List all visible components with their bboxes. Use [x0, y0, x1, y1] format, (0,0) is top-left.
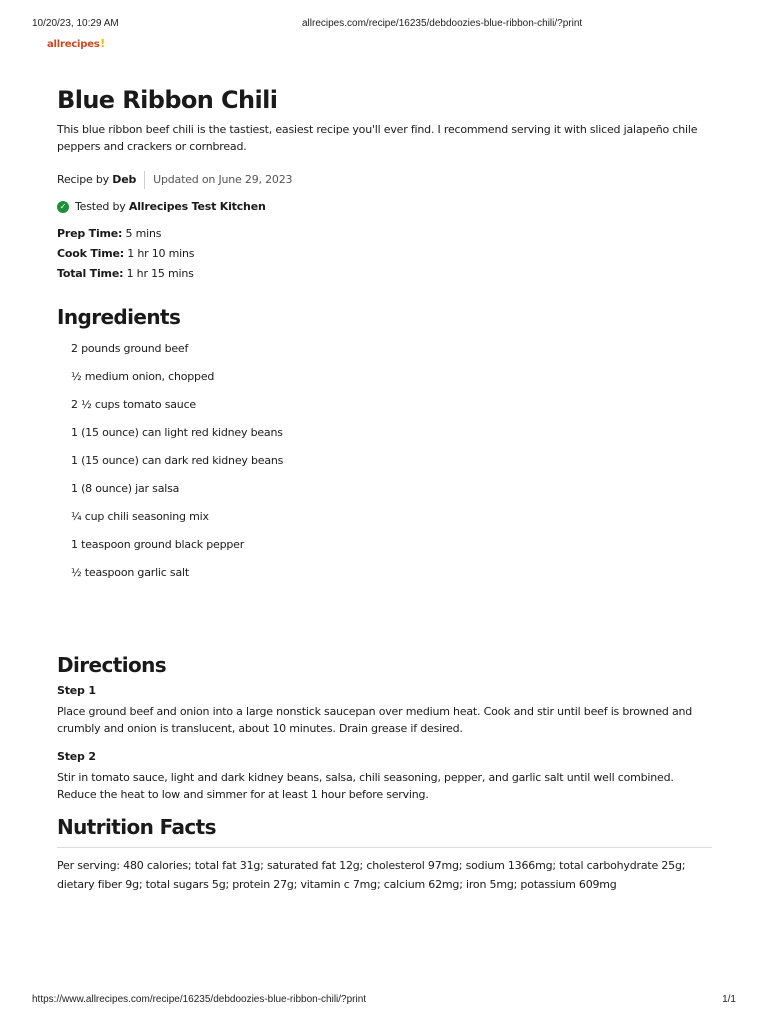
- directions-heading: Directions: [57, 653, 167, 677]
- step-text: Stir in tomato sauce, light and dark kidney beans, salsa, chili seasoning, pepper, and garlic salt until well combined. Reduce the heat to low and simmer for at least 1 hour before serving.: [57, 771, 674, 801]
- ingredient-item: 2 ½ cups tomato sauce: [71, 398, 196, 411]
- verified-check-icon: ✓: [57, 201, 69, 213]
- updated-date: Updated on June 29, 2023: [153, 173, 293, 186]
- step-text: Place ground beef and onion into a large nonstick saucepan over medium heat. Cook and stir until beef is browned and crumbly and onion is translucent, about 10 minutes. Drain grease if desired.: [57, 705, 693, 735]
- author-link[interactable]: Deb: [112, 173, 137, 186]
- total-time-label: Total Time:: [57, 267, 124, 280]
- nutrition-summary: Per serving: 480 calories; total fat 31g; saturated fat 12g; cholesterol 97mg; sodium 1366mg; total carbohydrate 25g; dietary fiber 9g; total sugars 5g; protein 27g; vitamin c 7mg; calcium 62mg; iron 5mg; potassium 609mg: [57, 859, 686, 891]
- nutrition-divider: [57, 847, 712, 848]
- recipe-description: This blue ribbon beef chili is the tastiest, easiest recipe you'll ever find. I recommend serving it with sliced jalapeño chile peppers and crackers or cornbread.: [57, 123, 698, 153]
- ingredient-item: 1 (15 ounce) can light red kidney beans: [71, 426, 283, 439]
- cook-time-value: 1 hr 10 mins: [127, 247, 195, 260]
- page-number: 1/1: [722, 994, 736, 1005]
- step-label: Step 2: [57, 750, 96, 763]
- ingredient-item: ½ teaspoon garlic salt: [71, 566, 189, 579]
- byline: [57, 171, 712, 189]
- ingredient-item: ¼ cup chili seasoning mix: [71, 510, 209, 523]
- prep-time-value: 5 mins: [125, 227, 162, 240]
- footer-url: https://www.allrecipes.com/recipe/16235/debdoozies-blue-ribbon-chili/?print: [32, 994, 367, 1005]
- print-datetime: 10/20/23, 10:29 AM: [32, 18, 119, 29]
- nutrition-heading: Nutrition Facts: [57, 815, 216, 839]
- step-label: Step 1: [57, 684, 96, 697]
- recipe-times: [57, 224, 712, 284]
- cook-time: [57, 244, 712, 264]
- recipe-content: [57, 84, 712, 891]
- recipe-title: Blue Ribbon Chili: [57, 86, 278, 114]
- byline-prefix: Recipe by: [57, 173, 109, 186]
- ingredient-item: 1 (15 ounce) can dark red kidney beans: [71, 454, 284, 467]
- ingredient-item: 2 pounds ground beef: [71, 342, 189, 355]
- print-url: allrecipes.com/recipe/16235/debdoozies-blue-ribbon-chili/?print: [302, 18, 583, 29]
- prep-time: [57, 224, 712, 244]
- tested-by: [57, 200, 712, 213]
- step: [57, 750, 712, 803]
- logo-text: allrecipes: [47, 39, 100, 50]
- byline-divider: [144, 171, 145, 189]
- total-time-value: 1 hr 15 mins: [126, 267, 194, 280]
- directions-steps: [57, 684, 712, 803]
- step: [57, 684, 712, 737]
- cook-time-label: Cook Time:: [57, 247, 124, 260]
- ingredients-heading: Ingredients: [57, 305, 181, 329]
- ingredient-item: 1 teaspoon ground black pepper: [71, 538, 245, 551]
- ingredients-list: [57, 342, 712, 594]
- print-footer: [32, 994, 736, 1005]
- tested-by-name: Allrecipes Test Kitchen: [128, 200, 266, 213]
- ingredient-item: ½ medium onion, chopped: [71, 370, 215, 383]
- spoon-icon: ǃ: [100, 37, 105, 50]
- allrecipes-logo[interactable]: [47, 37, 104, 50]
- tested-prefix: Tested by: [75, 200, 126, 213]
- prep-time-label: Prep Time:: [57, 227, 123, 240]
- ingredient-item: 1 (8 ounce) jar salsa: [71, 482, 180, 495]
- total-time: [57, 264, 712, 284]
